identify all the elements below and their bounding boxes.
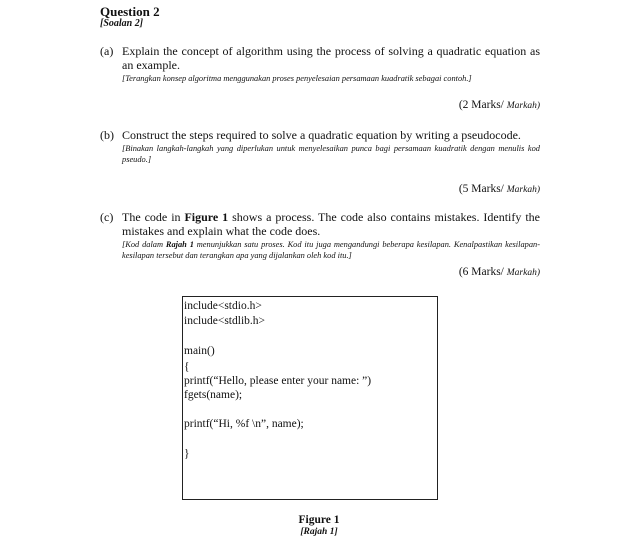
code-figure-box — [182, 296, 438, 500]
part-c-label: (c) — [100, 210, 114, 224]
part-a-malay: [Terangkan konsep algoritma menggunakan proses penyelesaian persamaan kuadratik sebagai contoh.] — [122, 74, 472, 83]
part-b-malay: [Binakan langkah-langkah yang diperlukan untuk menyelesaikan punca bagi persamaan kuadratik dengan menulis kod pseudo.] — [122, 144, 540, 164]
part-a-body — [122, 44, 540, 84]
part-c-english-pre: The code in — [122, 210, 185, 224]
part-b-marks-ms: Markah) — [506, 185, 540, 195]
code-line-printf-hi: printf(“Hi, %f \n”, name); — [184, 418, 304, 430]
part-a-english: Explain the concept of algorithm using the process of solving a quadratic equation as an example. — [122, 44, 540, 72]
part-b-marks — [459, 182, 540, 197]
part-a-marks-ms: Markah) — [506, 101, 540, 111]
part-a — [100, 44, 540, 114]
code-line-include-stdlib: include<stdlib.h> — [184, 315, 266, 327]
figure-caption-malay: [Rajah 1] — [300, 527, 338, 537]
part-a-label: (a) — [100, 44, 114, 58]
part-c-malay — [122, 239, 540, 261]
part-c-marks-en: (6 Marks/ — [458, 266, 504, 278]
part-c-malay-post: menunjukkan satu proses. Kod itu juga mengandungi beberapa kesilapan. Kenalpastikan kesilapan-kesilapan tersebut dan terangkan apa yang dijalankan oleh kod itu.] — [122, 240, 540, 260]
part-c-figure-ref: Figure 1 — [184, 210, 229, 224]
part-c-marks-ms: Markah) — [506, 268, 540, 278]
code-line-printf-hello: printf(“Hello, please enter your name: ”) — [184, 375, 372, 387]
code-line-include-stdio: include<stdio.h> — [184, 300, 262, 312]
part-c-body — [122, 210, 540, 261]
part-b-marks-en: (5 Marks/ — [458, 183, 504, 195]
part-a-marks-en: (2 Marks/ — [458, 99, 504, 111]
code-line-fgets: fgets(name); — [184, 389, 243, 401]
part-c-english-post: shows a process. The code also contains mistakes. Identify the mistakes and explain what the code does. — [122, 210, 540, 238]
code-line-open-brace: { — [184, 361, 190, 373]
part-c — [100, 210, 540, 282]
part-c-malay-pre: [Kod dalam — [122, 240, 166, 249]
part-c-rajah-ref: Rajah 1 — [165, 240, 194, 249]
question-subtitle: [Soalan 2] — [100, 18, 144, 29]
code-line-close-brace: } — [184, 448, 190, 460]
part-c-marks — [459, 265, 540, 280]
part-b-body — [122, 128, 540, 165]
code-line-main: main() — [184, 345, 215, 357]
part-b — [100, 128, 540, 198]
part-a-marks — [459, 98, 540, 113]
part-b-english: Construct the steps required to solve a quadratic equation by writing a pseudocode. — [122, 128, 521, 142]
question-title: Question 2 — [100, 4, 160, 19]
part-c-english — [122, 210, 540, 238]
figure-caption: Figure 1 — [298, 514, 340, 526]
part-b-label: (b) — [100, 128, 114, 142]
